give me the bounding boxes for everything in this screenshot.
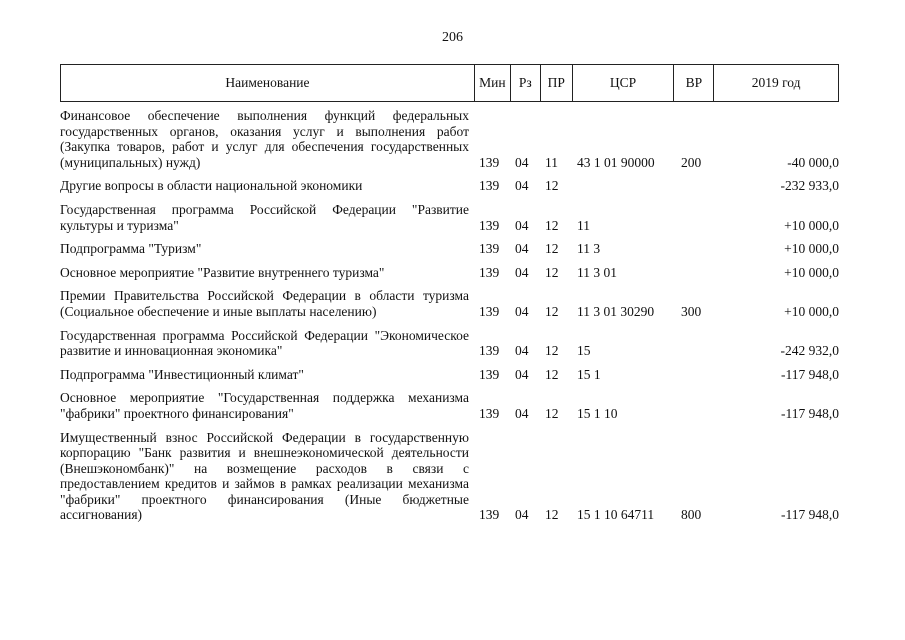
- row-min: 139: [479, 264, 500, 280]
- row-name: Государственная программа Российской Федерации "Развитие культуры и туризма": [60, 201, 469, 233]
- row-min: 139: [479, 303, 500, 319]
- row-name: Подпрограмма "Инвестиционный климат": [60, 366, 304, 382]
- header-rz: Рз: [511, 65, 541, 101]
- table-row: [60, 108, 839, 170]
- row-min: 139: [479, 217, 500, 233]
- row-name: Государственная программа Российской Федерации "Экономическое развитие и инновационная экономика": [60, 327, 469, 359]
- row-rz: 04: [515, 343, 529, 359]
- row-sum: +10 000,0: [784, 241, 839, 257]
- row-sum: -242 932,0: [780, 343, 839, 359]
- row-csr: 15 1 10: [577, 405, 618, 421]
- row-name: Основное мероприятие "Государственная поддержка механизма "фабрики" проектного финансирования": [60, 390, 469, 421]
- table-row: [60, 367, 839, 383]
- row-vr: 300: [681, 303, 702, 319]
- row-pr: 12: [545, 217, 559, 233]
- header-pr: ПР: [541, 65, 573, 101]
- row-rz: 04: [515, 264, 529, 280]
- row-rz: 04: [515, 303, 529, 319]
- row-sum: +10 000,0: [784, 303, 839, 319]
- row-pr: 12: [545, 264, 559, 280]
- row-csr: 43 1 01 90000: [577, 154, 655, 170]
- row-pr: 12: [545, 343, 559, 359]
- row-sum: +10 000,0: [784, 264, 839, 280]
- row-name: Финансовое обеспечение выполнения функций федеральных государственных органов, оказания услуг и выполнения работ (Закупка товаров, работ и услуг для обеспечения государственных (муниципальных) нужд): [60, 108, 469, 170]
- row-min: 139: [479, 178, 500, 194]
- row-csr: 15 1 10 64711: [577, 507, 655, 523]
- row-sum: -117 948,0: [781, 366, 839, 382]
- header-csr: ЦСР: [573, 65, 675, 101]
- header-name: Наименование: [61, 65, 475, 101]
- row-pr: 12: [545, 178, 559, 194]
- row-name: Имущественный взнос Российской Федерации в государственную корпорацию "Банк развития и внешнеэкономической деятельности (Внешэкономбанк)" на возмещение расходов в связи с предоставлением кредитов и займов в рамках реализации механизма "фабрики" проектного финансирования (Иные бюджетные ассигнования): [60, 429, 469, 523]
- row-rz: 04: [515, 241, 529, 257]
- row-pr: 12: [545, 507, 559, 523]
- row-pr: 12: [545, 241, 559, 257]
- table-header: [60, 64, 839, 102]
- row-sum: -117 948,0: [781, 507, 839, 523]
- header-vr: ВР: [674, 65, 714, 101]
- row-rz: 04: [515, 507, 529, 523]
- row-min: 139: [479, 507, 500, 523]
- row-name: Основное мероприятие "Развитие внутреннего туризма": [60, 264, 385, 280]
- row-rz: 04: [515, 178, 529, 194]
- table-row: [60, 288, 839, 319]
- table-row: [60, 202, 839, 233]
- row-sum: -232 933,0: [780, 178, 839, 194]
- row-pr: 12: [545, 405, 559, 421]
- row-csr: 11 3: [577, 241, 601, 257]
- table-row: [60, 430, 839, 524]
- header-min: Мин: [475, 65, 511, 101]
- row-min: 139: [479, 343, 500, 359]
- row-csr: 11 3 01: [577, 264, 617, 280]
- row-rz: 04: [515, 405, 529, 421]
- row-sum: -117 948,0: [781, 405, 839, 421]
- row-name: Другие вопросы в области национальной экономики: [60, 178, 363, 194]
- table-row: [60, 265, 839, 281]
- row-csr: 15 1: [577, 366, 601, 382]
- header-year: 2019 год: [751, 75, 801, 90]
- row-min: 139: [479, 366, 500, 382]
- table-body: [60, 108, 839, 531]
- table-row: [60, 328, 839, 359]
- row-csr: 11 3 01 30290: [577, 303, 655, 319]
- row-csr: 11: [577, 217, 590, 233]
- row-rz: 04: [515, 366, 529, 382]
- row-min: 139: [479, 154, 500, 170]
- row-sum: +10 000,0: [784, 217, 839, 233]
- row-min: 139: [479, 405, 500, 421]
- row-csr: 15: [577, 343, 591, 359]
- row-pr: 11: [545, 154, 558, 170]
- row-vr: 800: [681, 507, 702, 523]
- table-row: [60, 390, 839, 421]
- row-vr: 200: [681, 154, 702, 170]
- page-number: 206: [442, 30, 463, 45]
- row-sum: -40 000,0: [787, 154, 839, 170]
- row-rz: 04: [515, 217, 529, 233]
- table-row: [60, 178, 839, 194]
- row-name: Премии Правительства Российской Федерации в области туризма (Социальное обеспечение и иные выплаты населению): [60, 288, 469, 319]
- row-rz: 04: [515, 154, 529, 170]
- row-pr: 12: [545, 366, 559, 382]
- row-min: 139: [479, 241, 500, 257]
- row-name: Подпрограмма "Туризм": [60, 241, 202, 257]
- table-row: [60, 241, 839, 257]
- row-pr: 12: [545, 303, 559, 319]
